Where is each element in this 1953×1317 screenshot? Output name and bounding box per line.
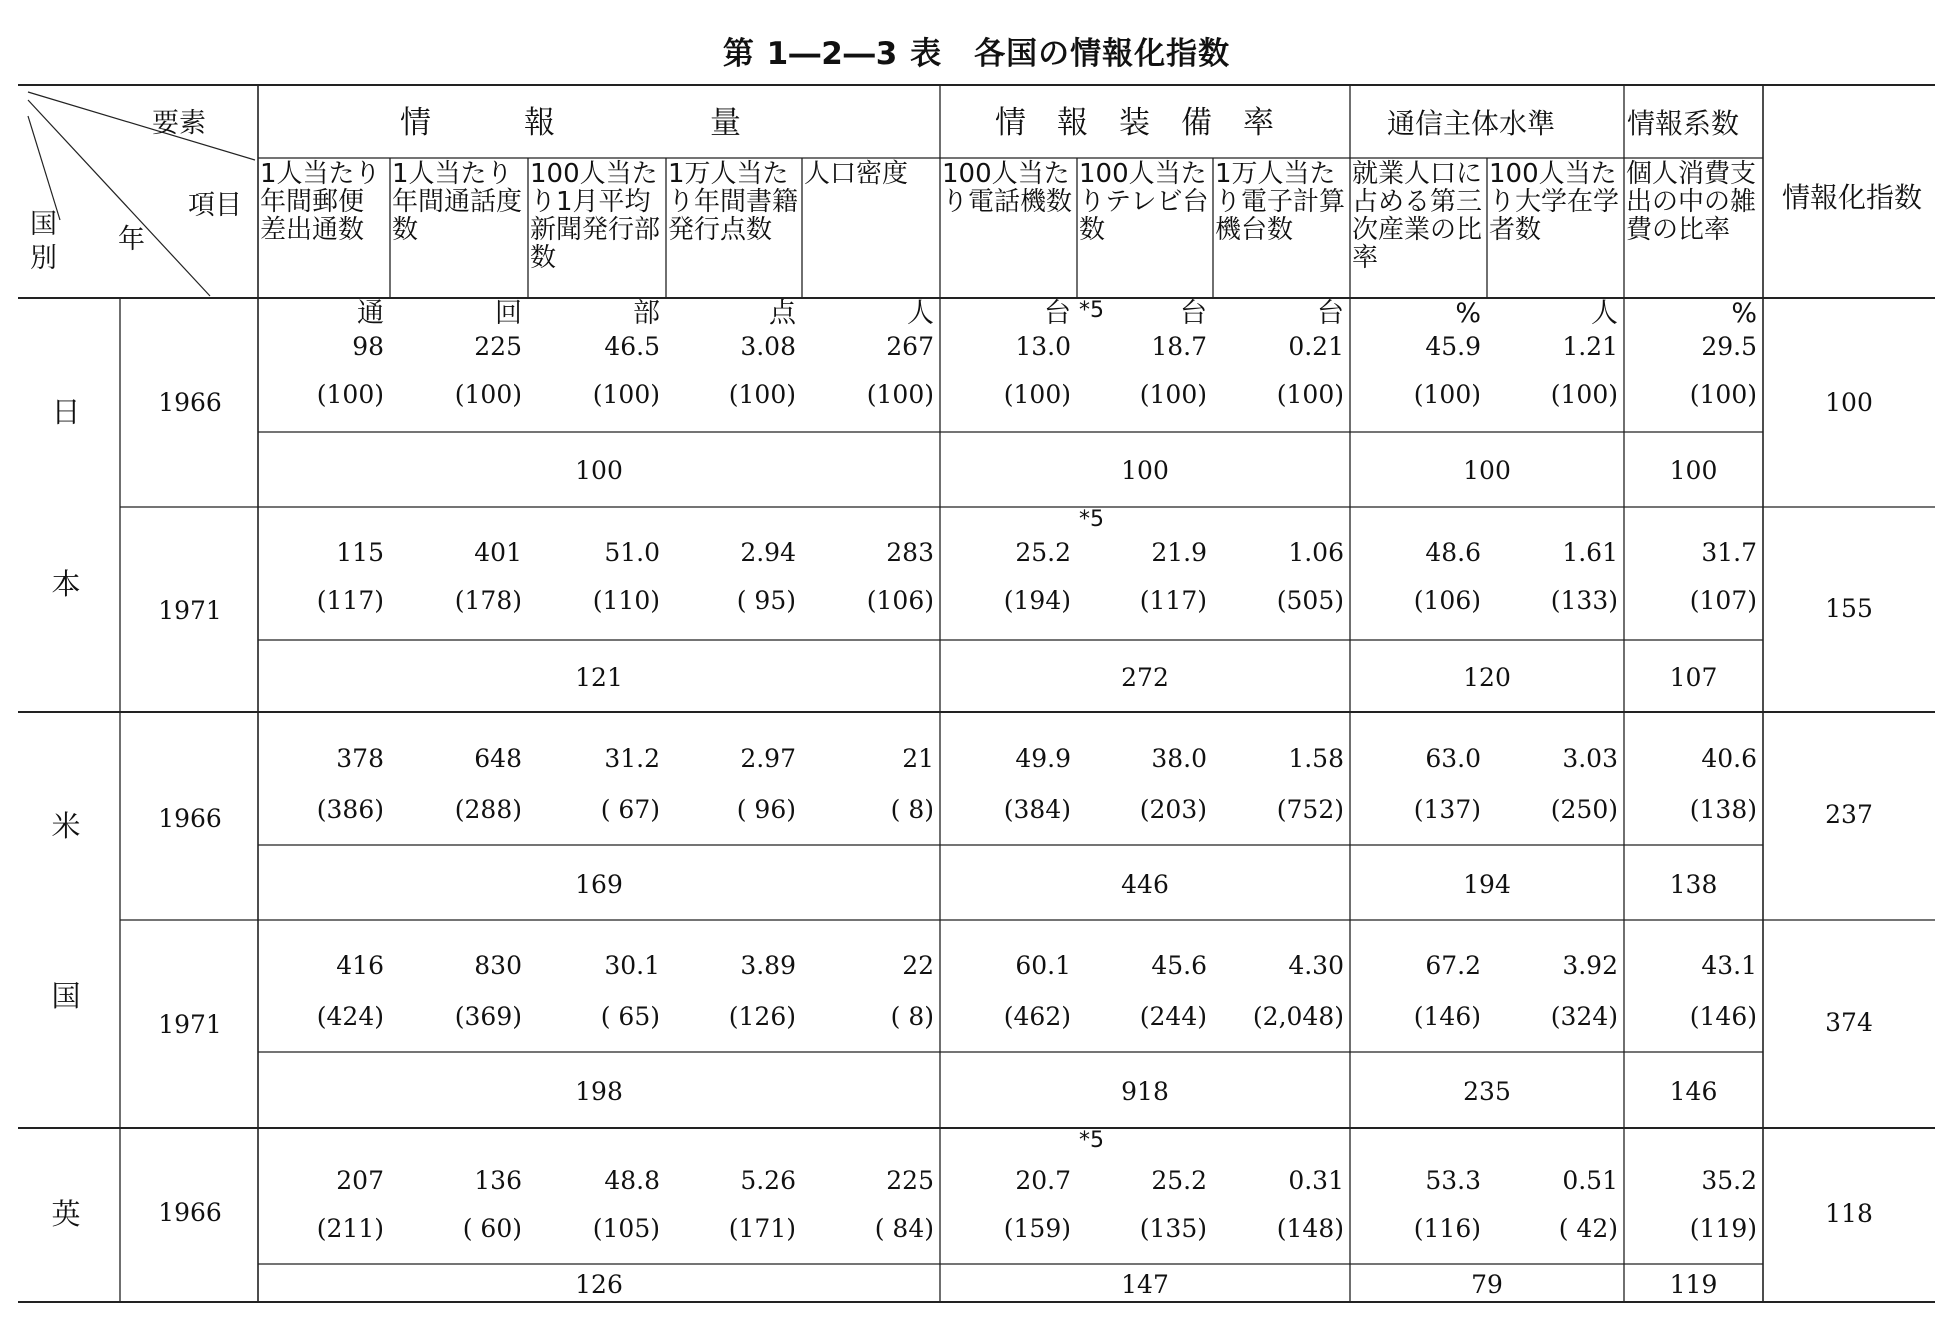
unit-label: % (1455, 298, 1481, 329)
data-index: (462) (1003, 1002, 1071, 1031)
corner-year-label: 年 (118, 224, 145, 255)
data-index: (148) (1276, 1214, 1344, 1243)
data-value: 401 (474, 538, 522, 567)
data-value: 29.5 (1701, 332, 1757, 361)
country-label: 英 (51, 1197, 81, 1231)
data-value: 115 (336, 538, 384, 567)
data-index: (126) (728, 1002, 796, 1031)
country-label: 米 (51, 809, 81, 843)
data-value: 5.26 (740, 1166, 796, 1195)
country-label: 国 (51, 979, 81, 1013)
data-value: 207 (336, 1166, 384, 1195)
data-index: (100) (1550, 380, 1618, 409)
data-index: (106) (1413, 586, 1481, 615)
data-value: 225 (474, 332, 522, 361)
group-aggregate: 169 (575, 870, 623, 899)
corner-diagonal-3 (28, 116, 60, 220)
data-index: (100) (316, 380, 384, 409)
data-index: (119) (1689, 1214, 1757, 1243)
data-index: (137) (1413, 795, 1481, 824)
group-aggregate: 107 (1669, 663, 1718, 692)
column-header: 1万人当たり電子計算機台数 (1215, 159, 1346, 245)
data-value: 267 (886, 332, 934, 361)
data-value: 1.21 (1562, 332, 1618, 361)
group-header-info-volume: 情 報 量 (400, 105, 741, 141)
corner-diagonal-1 (28, 92, 255, 160)
data-index: (244) (1139, 1002, 1207, 1031)
country-label: 本 (51, 567, 81, 601)
data-value: 4.30 (1288, 951, 1344, 980)
data-index: (146) (1413, 1002, 1481, 1031)
data-index: (116) (1413, 1214, 1481, 1243)
data-value: 98 (352, 332, 384, 361)
data-value: 3.08 (740, 332, 796, 361)
data-value: 45.9 (1425, 332, 1481, 361)
data-value: 22 (902, 951, 934, 980)
group-aggregate: 146 (1669, 1077, 1718, 1106)
footnote-mark: *5 (1079, 507, 1104, 532)
column-header: 1人当たり年間通話度数 (392, 159, 523, 245)
info-index-value: 100 (1825, 388, 1873, 417)
group-aggregate: 100 (1463, 456, 1511, 485)
group-aggregate: 120 (1463, 663, 1511, 692)
data-value: 38.0 (1151, 744, 1207, 773)
data-value: 67.2 (1425, 951, 1481, 980)
data-value: 46.5 (604, 332, 660, 361)
year-label: 1966 (158, 1198, 222, 1227)
data-index: ( 84) (874, 1214, 934, 1243)
data-value: 20.7 (1015, 1166, 1071, 1195)
data-value: 648 (474, 744, 522, 773)
data-index: (100) (1689, 380, 1757, 409)
group-aggregate: 121 (575, 663, 623, 692)
data-index: (178) (454, 586, 522, 615)
data-value: 40.6 (1701, 744, 1757, 773)
unit-label: 台 (1317, 298, 1344, 329)
data-index: (100) (592, 380, 660, 409)
column-header: 1万人当たり年間書籍発行点数 (668, 159, 799, 245)
country-label: 日 (51, 395, 81, 429)
data-value: 3.92 (1562, 951, 1618, 980)
data-value: 18.7 (1151, 332, 1207, 361)
data-index: (100) (1413, 380, 1481, 409)
footnote-mark: *5 (1079, 1128, 1104, 1153)
data-index: (2,048) (1252, 1002, 1344, 1031)
unit-label: 台 (1044, 298, 1071, 329)
data-value: 0.31 (1288, 1166, 1344, 1195)
unit-label: % (1731, 298, 1757, 329)
data-value: 2.97 (740, 744, 796, 773)
group-aggregate: 100 (1121, 456, 1169, 485)
data-index: (752) (1276, 795, 1344, 824)
group-header-info-coefficient: 情報系数 (1627, 107, 1740, 140)
data-value: 283 (886, 538, 934, 567)
data-value: 0.21 (1288, 332, 1344, 361)
group-aggregate: 194 (1463, 870, 1511, 899)
data-index: (100) (1139, 380, 1207, 409)
data-index: (369) (454, 1002, 522, 1031)
data-index: (100) (454, 380, 522, 409)
data-value: 48.8 (604, 1166, 660, 1195)
data-value: 31.2 (604, 744, 660, 773)
unit-label: 台 (1180, 298, 1207, 329)
column-header: 100人当たり大学在学者数 (1489, 159, 1620, 245)
group-aggregate: 446 (1121, 870, 1169, 899)
corner-element-label: 要素 (152, 108, 206, 139)
unit-label: 点 (769, 298, 796, 329)
data-index: (100) (866, 380, 934, 409)
column-header: 1人当たり年間郵便差出通数 (260, 159, 381, 245)
data-index: (384) (1003, 795, 1071, 824)
group-aggregate: 126 (575, 1270, 623, 1299)
corner-item-label: 項目 (188, 190, 242, 221)
data-index: ( 60) (462, 1214, 522, 1243)
data-value: 378 (336, 744, 384, 773)
column-header: 100人当たり1月平均新聞発行部数 (530, 159, 661, 273)
data-value: 21.9 (1151, 538, 1207, 567)
group-aggregate: 138 (1669, 870, 1718, 899)
group-aggregate: 100 (575, 456, 623, 485)
group-aggregate: 119 (1669, 1270, 1718, 1299)
data-value: 31.7 (1701, 538, 1757, 567)
data-value: 1.58 (1288, 744, 1344, 773)
data-value: 2.94 (740, 538, 796, 567)
data-index: (288) (454, 795, 522, 824)
group-aggregate: 100 (1669, 456, 1718, 485)
year-label: 1971 (158, 1010, 222, 1039)
data-value: 48.6 (1425, 538, 1481, 567)
data-index: (386) (316, 795, 384, 824)
data-index: (135) (1139, 1214, 1207, 1243)
unit-label: 人 (1591, 298, 1618, 329)
data-index: (107) (1689, 586, 1757, 615)
data-value: 1.61 (1562, 538, 1618, 567)
data-value: 0.51 (1562, 1166, 1618, 1195)
data-index: ( 96) (736, 795, 796, 824)
data-index: (146) (1689, 1002, 1757, 1031)
data-index: ( 67) (600, 795, 660, 824)
data-value: 35.2 (1701, 1166, 1757, 1195)
column-header: 個人消費支出の中の雑費の比率 (1626, 159, 1757, 245)
data-index: ( 8) (890, 1002, 934, 1031)
data-value: 49.9 (1015, 744, 1071, 773)
data-value: 3.03 (1562, 744, 1618, 773)
data-value: 13.0 (1015, 332, 1071, 361)
corner-country-label: 国別 (30, 209, 57, 274)
data-value: 45.6 (1151, 951, 1207, 980)
data-index: (110) (592, 586, 660, 615)
data-index: (203) (1139, 795, 1207, 824)
group-aggregate: 235 (1463, 1077, 1511, 1106)
group-aggregate: 79 (1471, 1270, 1503, 1299)
data-index: (211) (316, 1214, 384, 1243)
group-aggregate: 272 (1121, 663, 1169, 692)
data-index: (424) (316, 1002, 384, 1031)
unit-label: 回 (495, 298, 522, 329)
data-index: (105) (592, 1214, 660, 1243)
footnote-mark: *5 (1079, 298, 1104, 323)
data-index: ( 42) (1558, 1214, 1618, 1243)
unit-label: 通 (357, 298, 384, 329)
data-value: 3.89 (740, 951, 796, 980)
data-index: (505) (1276, 586, 1344, 615)
year-label: 1966 (158, 388, 222, 417)
data-index: ( 8) (890, 795, 934, 824)
data-index: (138) (1689, 795, 1757, 824)
info-index-value: 118 (1825, 1199, 1873, 1228)
data-value: 136 (474, 1166, 522, 1195)
data-index: (250) (1550, 795, 1618, 824)
unit-label: 部 (633, 298, 660, 329)
data-index: (133) (1550, 586, 1618, 615)
data-index: (100) (728, 380, 796, 409)
data-value: 225 (886, 1166, 934, 1195)
data-index: (117) (316, 586, 384, 615)
column-header: 人口密度 (804, 159, 909, 189)
data-value: 830 (474, 951, 522, 980)
info-index-header: 情報化指数 (1782, 181, 1923, 214)
column-header: 100人当たり電話機数 (942, 159, 1073, 217)
group-header-comm-level: 通信主体水準 (1387, 107, 1556, 140)
data-value: 25.2 (1151, 1166, 1207, 1195)
data-value: 53.3 (1425, 1166, 1481, 1195)
data-index: (106) (866, 586, 934, 615)
data-value: 25.2 (1015, 538, 1071, 567)
group-aggregate: 918 (1121, 1077, 1169, 1106)
data-index: (171) (728, 1214, 796, 1243)
data-index: (100) (1276, 380, 1344, 409)
group-header-info-equipment: 情 報 装 備 率 (995, 105, 1274, 141)
data-index: (324) (1550, 1002, 1618, 1031)
group-aggregate: 198 (575, 1077, 623, 1106)
info-index-value: 374 (1825, 1008, 1873, 1037)
table-title: 第 1―2―3 表 各国の情報化指数 (722, 36, 1231, 72)
data-index: ( 95) (736, 586, 796, 615)
data-index: (159) (1003, 1214, 1071, 1243)
data-value: 1.06 (1288, 538, 1344, 567)
data-index: (100) (1003, 380, 1071, 409)
data-value: 60.1 (1015, 951, 1071, 980)
info-index-value: 155 (1825, 594, 1873, 623)
data-value: 43.1 (1701, 951, 1757, 980)
column-header: 100人当たりテレビ台数 (1079, 159, 1209, 245)
data-value: 63.0 (1425, 744, 1481, 773)
data-value: 51.0 (604, 538, 660, 567)
column-header: 就業人口に占める第三次産業の比率 (1352, 159, 1483, 273)
year-label: 1966 (158, 804, 222, 833)
data-index: (117) (1139, 586, 1207, 615)
data-index: (194) (1003, 586, 1071, 615)
data-value: 416 (336, 951, 384, 980)
data-value: 30.1 (604, 951, 660, 980)
data-value: 21 (902, 744, 934, 773)
info-index-value: 237 (1825, 800, 1873, 829)
year-label: 1971 (158, 596, 222, 625)
unit-label: 人 (907, 298, 934, 329)
group-aggregate: 147 (1121, 1270, 1169, 1299)
data-index: ( 65) (600, 1002, 660, 1031)
